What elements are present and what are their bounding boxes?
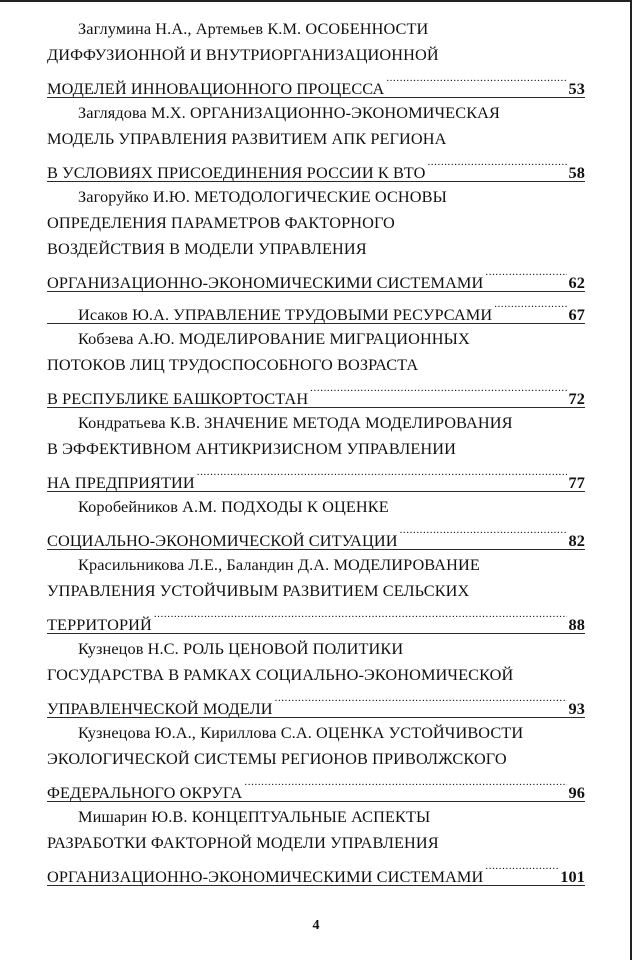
toc-page-number: 53 xyxy=(568,79,585,98)
toc-entry-last-line xyxy=(47,772,585,802)
toc-page-number: 62 xyxy=(568,273,585,292)
toc-entry-line: РАЗРАБОТКИ ФАКТОРНОЙ МОДЕЛИ УПРАВЛЕНИЯ xyxy=(47,833,439,852)
toc-entry-last-line xyxy=(47,688,585,718)
toc-entry[interactable] xyxy=(47,634,585,718)
toc-page-number: 93 xyxy=(568,699,585,718)
toc-entry-line: Красильникова Л.Е., Баландин Д.А. МОДЕЛИРОВАНИЕ xyxy=(78,555,480,574)
toc-entry-line: ДИФФУЗИОННОЙ И ВНУТРИОРГАНИЗАЦИОННОЙ xyxy=(47,45,439,64)
toc-entry-line: Исаков Ю.А. УПРАВЛЕНИЕ ТРУДОВЫМИ РЕСУРСАМИ xyxy=(78,305,493,324)
toc-page-number: 77 xyxy=(568,473,585,492)
toc-entry[interactable] xyxy=(47,492,585,550)
toc-entry-last-line xyxy=(47,294,585,324)
dot-leader xyxy=(154,604,567,630)
toc-entry-line: ФЕДЕРАЛЬНОГО ОКРУГА xyxy=(47,783,243,802)
toc-entry-line: УПРАВЛЕНИЯ УСТОЙЧИВЫМ РАЗВИТИЕМ СЕЛЬСКИХ xyxy=(47,581,470,600)
toc-page-number: 67 xyxy=(568,305,585,324)
toc-entry[interactable] xyxy=(47,408,585,492)
toc-entry-line: Кузнецов Н.С. РОЛЬ ЦЕНОВОЙ ПОЛИТИКИ xyxy=(78,639,404,658)
dot-leader xyxy=(197,462,567,488)
dot-leader xyxy=(275,688,567,714)
toc-entry-line: ОРГАНИЗАЦИОННО-ЭКОНОМИЧЕСКИМИ СИСТЕМАМИ xyxy=(47,273,484,292)
toc-entry[interactable] xyxy=(47,550,585,634)
toc-entry-line: ТЕРРИТОРИЙ xyxy=(47,615,152,634)
toc-page-number: 88 xyxy=(568,615,585,634)
toc-entry[interactable] xyxy=(47,802,585,886)
toc-entry[interactable] xyxy=(47,182,585,292)
page-edge-top xyxy=(0,0,632,2)
toc-entry-last-line xyxy=(47,520,585,550)
toc-entry[interactable] xyxy=(47,324,585,408)
toc-entry-line: Мишарин Ю.В. КОНЦЕПТУАЛЬНЫЕ АСПЕКТЫ xyxy=(78,807,431,826)
toc-page-number: 82 xyxy=(568,531,585,550)
toc-entry-last-line xyxy=(47,856,585,886)
toc-entry-line: ЭКОЛОГИЧЕСКОЙ СИСТЕМЫ РЕГИОНОВ ПРИВОЛЖСКОГО xyxy=(47,749,507,768)
toc-entry-last-line xyxy=(47,68,585,98)
toc-entry-line: В ЭФФЕКТИВНОМ АНТИКРИЗИСНОМ УПРАВЛЕНИИ xyxy=(47,439,456,458)
toc-entry-line: МОДЕЛЕЙ ИННОВАЦИОННОГО ПРОЦЕССА xyxy=(47,79,385,98)
dot-leader xyxy=(427,152,566,178)
toc-entry-line: СОЦИАЛЬНО-ЭКОНОМИЧЕСКОЙ СИТУАЦИИ xyxy=(47,531,398,550)
toc-page-number: 72 xyxy=(568,389,585,408)
toc-entry-line: НА ПРЕДПРИЯТИИ xyxy=(47,473,195,492)
table-of-contents xyxy=(47,14,585,886)
dot-leader xyxy=(485,856,558,882)
dot-leader xyxy=(485,262,566,288)
toc-entry-line: УПРАВЛЕНЧЕСКОЙ МОДЕЛИ xyxy=(47,699,273,718)
toc-entry-last-line xyxy=(47,262,585,292)
toc-entry-line: Кузнецова Ю.А., Кириллова С.А. ОЦЕНКА УСТОЙЧИВОСТИ xyxy=(78,723,524,742)
toc-entry-line: Заглядова М.Х. ОРГАНИЗАЦИОННО-ЭКОНОМИЧЕСКАЯ xyxy=(78,103,500,122)
toc-page-number: 101 xyxy=(560,867,585,886)
toc-entry-line: Кондратьева К.В. ЗНАЧЕНИЕ МЕТОДА МОДЕЛИРОВАНИЯ xyxy=(78,413,513,432)
toc-entry-line: Коробейников А.М. ПОДХОДЫ К ОЦЕНКЕ xyxy=(78,497,389,516)
page-number: 4 xyxy=(312,918,320,933)
toc-entry-line: ВОЗДЕЙСТВИЯ В МОДЕЛИ УПРАВЛЕНИЯ xyxy=(47,239,367,258)
toc-entry-last-line xyxy=(47,378,585,408)
toc-entry[interactable] xyxy=(47,98,585,182)
toc-entry-line: В УСЛОВИЯХ ПРИСОЕДИНЕНИЯ РОССИИ К ВТО xyxy=(47,163,426,182)
toc-entry-line: Загоруйко И.Ю. МЕТОДОЛОГИЧЕСКИЕ ОСНОВЫ xyxy=(78,187,447,206)
toc-page-number: 96 xyxy=(568,783,585,802)
dot-leader xyxy=(386,68,566,94)
dot-leader xyxy=(244,772,566,798)
toc-entry-line: Заглумина Н.А., Артемьев К.М. ОСОБЕННОСТИ xyxy=(78,19,429,38)
dot-leader xyxy=(494,294,566,320)
toc-page-number: 58 xyxy=(568,163,585,182)
toc-entry-line: ОРГАНИЗАЦИОННО-ЭКОНОМИЧЕСКИМИ СИСТЕМАМИ xyxy=(47,867,484,886)
toc-entry-last-line xyxy=(47,604,585,634)
toc-entry-last-line xyxy=(47,462,585,492)
toc-entry-line: ГОСУДАРСТВА В РАМКАХ СОЦИАЛЬНО-ЭКОНОМИЧЕСКОЙ xyxy=(47,665,514,684)
toc-entry-line: Кобзева А.Ю. МОДЕЛИРОВАНИЕ МИГРАЦИОННЫХ xyxy=(78,329,470,348)
dot-leader xyxy=(310,378,566,404)
toc-entry-last-line xyxy=(47,152,585,182)
dot-leader xyxy=(400,520,567,546)
toc-entry-line: МОДЕЛЬ УПРАВЛЕНИЯ РАЗВИТИЕМ АПК РЕГИОНА xyxy=(47,129,447,148)
toc-entry-line: В РЕСПУБЛИКЕ БАШКОРТОСТАН xyxy=(47,389,309,408)
toc-entry[interactable] xyxy=(47,292,585,324)
toc-entry-line: ПОТОКОВ ЛИЦ ТРУДОСПОСОБНОГО ВОЗРАСТА xyxy=(47,355,419,374)
toc-entry[interactable] xyxy=(47,14,585,98)
toc-entry[interactable] xyxy=(47,718,585,802)
toc-entry-line: ОПРЕДЕЛЕНИЯ ПАРАМЕТРОВ ФАКТОРНОГО xyxy=(47,213,395,232)
